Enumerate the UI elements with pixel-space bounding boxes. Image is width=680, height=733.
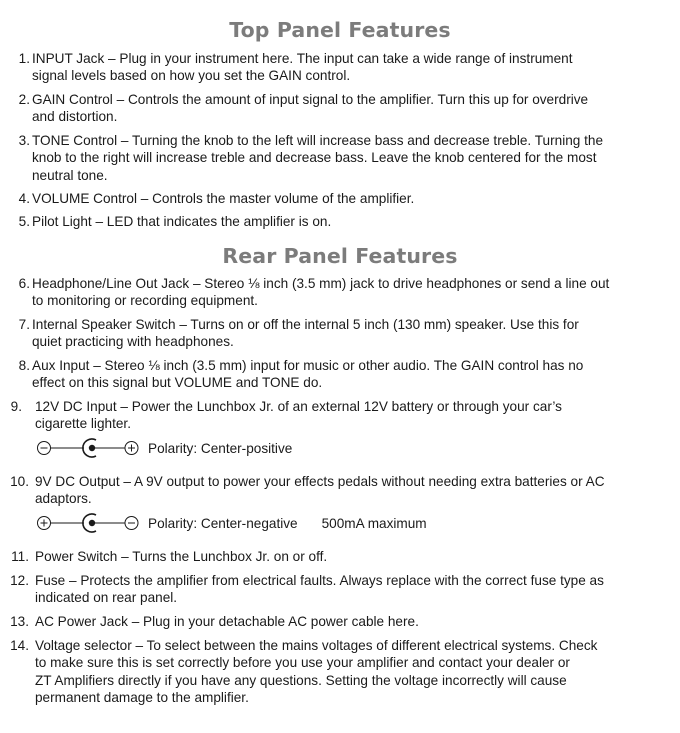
feature-description-line: quiet practicing with headphones. xyxy=(32,334,234,350)
feature-number: 13. xyxy=(10,614,29,629)
feature-description-line: Fuse – Protects the amplifier from electrical faults. Always replace with the correct fuse type as xyxy=(35,573,604,588)
feature-number: 7. xyxy=(18,317,30,332)
feature-description-line: TONE Control – Turning the knob to the left will increase bass and decrease treble. Turning the xyxy=(32,133,604,148)
feature-description-line: adaptors. xyxy=(35,491,92,507)
polarity-label-dc-in: Polarity: Center-positive xyxy=(148,440,293,456)
feature-description-line: indicated on rear panel. xyxy=(35,590,178,606)
feature-description-line: Pilot Light – LED that indicates the amplifier is on. xyxy=(32,214,332,229)
feature-number: 12. xyxy=(10,573,29,588)
feature-description xyxy=(35,473,605,508)
feature-description xyxy=(32,190,414,207)
feature-number: 9. xyxy=(10,399,22,414)
feature-description-line: GAIN Control – Controls the amount of input signal to the amplifier. Turn this up for overdrive xyxy=(32,92,589,107)
feature-description xyxy=(35,637,597,706)
feature-description-line: Voltage selector – To select between the mains voltages of different electrical systems. Check xyxy=(35,638,598,653)
feature-description xyxy=(32,50,573,85)
feature-description-line: Internal Speaker Switch – Turns on or off the internal 5 inch (130 mm) speaker. Use this for xyxy=(32,317,579,332)
feature-description-line: ZT Amplifiers directly if you have any questions. Setting the voltage incorrectly will cause xyxy=(35,672,567,688)
feature-description-line: 9V DC Output – A 9V output to power your effects pedals without needing extra batteries or AC xyxy=(35,474,605,489)
feature-number: 11. xyxy=(11,549,29,564)
center-negative-plug-icon xyxy=(32,513,144,533)
feature-description-line: effect on this signal but VOLUME and TONE do. xyxy=(32,375,323,391)
feature-description xyxy=(35,548,327,565)
feature-description xyxy=(35,613,419,630)
feature-description-line: neutral tone. xyxy=(32,167,108,183)
feature-description-line: Power Switch – Turns the Lunchbox Jr. on or off. xyxy=(35,549,328,564)
rear-panel-heading: Rear Panel Features xyxy=(222,244,458,268)
feature-description-line: knob to the right will increase treble and decrease bass. Leave the knob centered for the most xyxy=(32,150,597,166)
feature-description-line: VOLUME Control – Controls the master volume of the amplifier. xyxy=(32,191,415,206)
feature-number: 10. xyxy=(10,474,29,489)
feature-number: 3. xyxy=(18,133,30,148)
feature-description-line: and distortion. xyxy=(32,109,118,125)
feature-description-line: Headphone/Line Out Jack – Stereo ⅛ inch (3.5 mm) jack to drive headphones or send a line out xyxy=(32,276,610,291)
feature-number: 6. xyxy=(18,276,30,291)
current-rating-dc-out: 500mA maximum xyxy=(321,515,427,531)
feature-description xyxy=(32,132,603,184)
feature-description-line: to monitoring or recording equipment. xyxy=(32,293,258,309)
polarity-diagram-dc-in xyxy=(32,438,292,458)
polarity-diagram-dc-out xyxy=(32,513,427,533)
feature-description-line: cigarette lighter. xyxy=(35,416,131,432)
feature-description-line: signal levels based on how you set the GAIN control. xyxy=(32,68,351,84)
feature-description-line: INPUT Jack – Plug in your instrument here. The input can take a wide range of instrument xyxy=(32,51,573,66)
feature-description-line: AC Power Jack – Plug in your detachable AC power cable here. xyxy=(35,614,419,629)
feature-description xyxy=(32,275,609,310)
center-positive-plug-icon xyxy=(32,438,144,458)
feature-description xyxy=(32,91,588,126)
feature-number: 2. xyxy=(18,92,30,107)
feature-number: 5. xyxy=(18,214,30,229)
feature-description xyxy=(35,398,562,433)
feature-number: 1. xyxy=(18,51,30,66)
feature-description xyxy=(35,572,604,607)
feature-description-line: to make sure this is set correctly before you use your amplifier and contact your dealer or xyxy=(35,655,570,671)
feature-number: 14. xyxy=(10,638,29,653)
top-panel-heading: Top Panel Features xyxy=(229,18,451,42)
feature-description-line: Aux Input – Stereo ⅛ inch (3.5 mm) input for music or other audio. The GAIN control has no xyxy=(32,358,584,373)
feature-description xyxy=(32,357,583,392)
feature-description-line: 12V DC Input – Power the Lunchbox Jr. of an external 12V battery or through your car’s xyxy=(35,399,562,414)
feature-number: 8. xyxy=(18,358,30,373)
feature-number: 4. xyxy=(18,191,30,206)
feature-description xyxy=(32,316,579,351)
feature-description-line: permanent damage to the amplifier. xyxy=(35,689,249,705)
feature-description xyxy=(32,213,331,230)
polarity-label-dc-out: Polarity: Center-negative xyxy=(148,515,298,531)
